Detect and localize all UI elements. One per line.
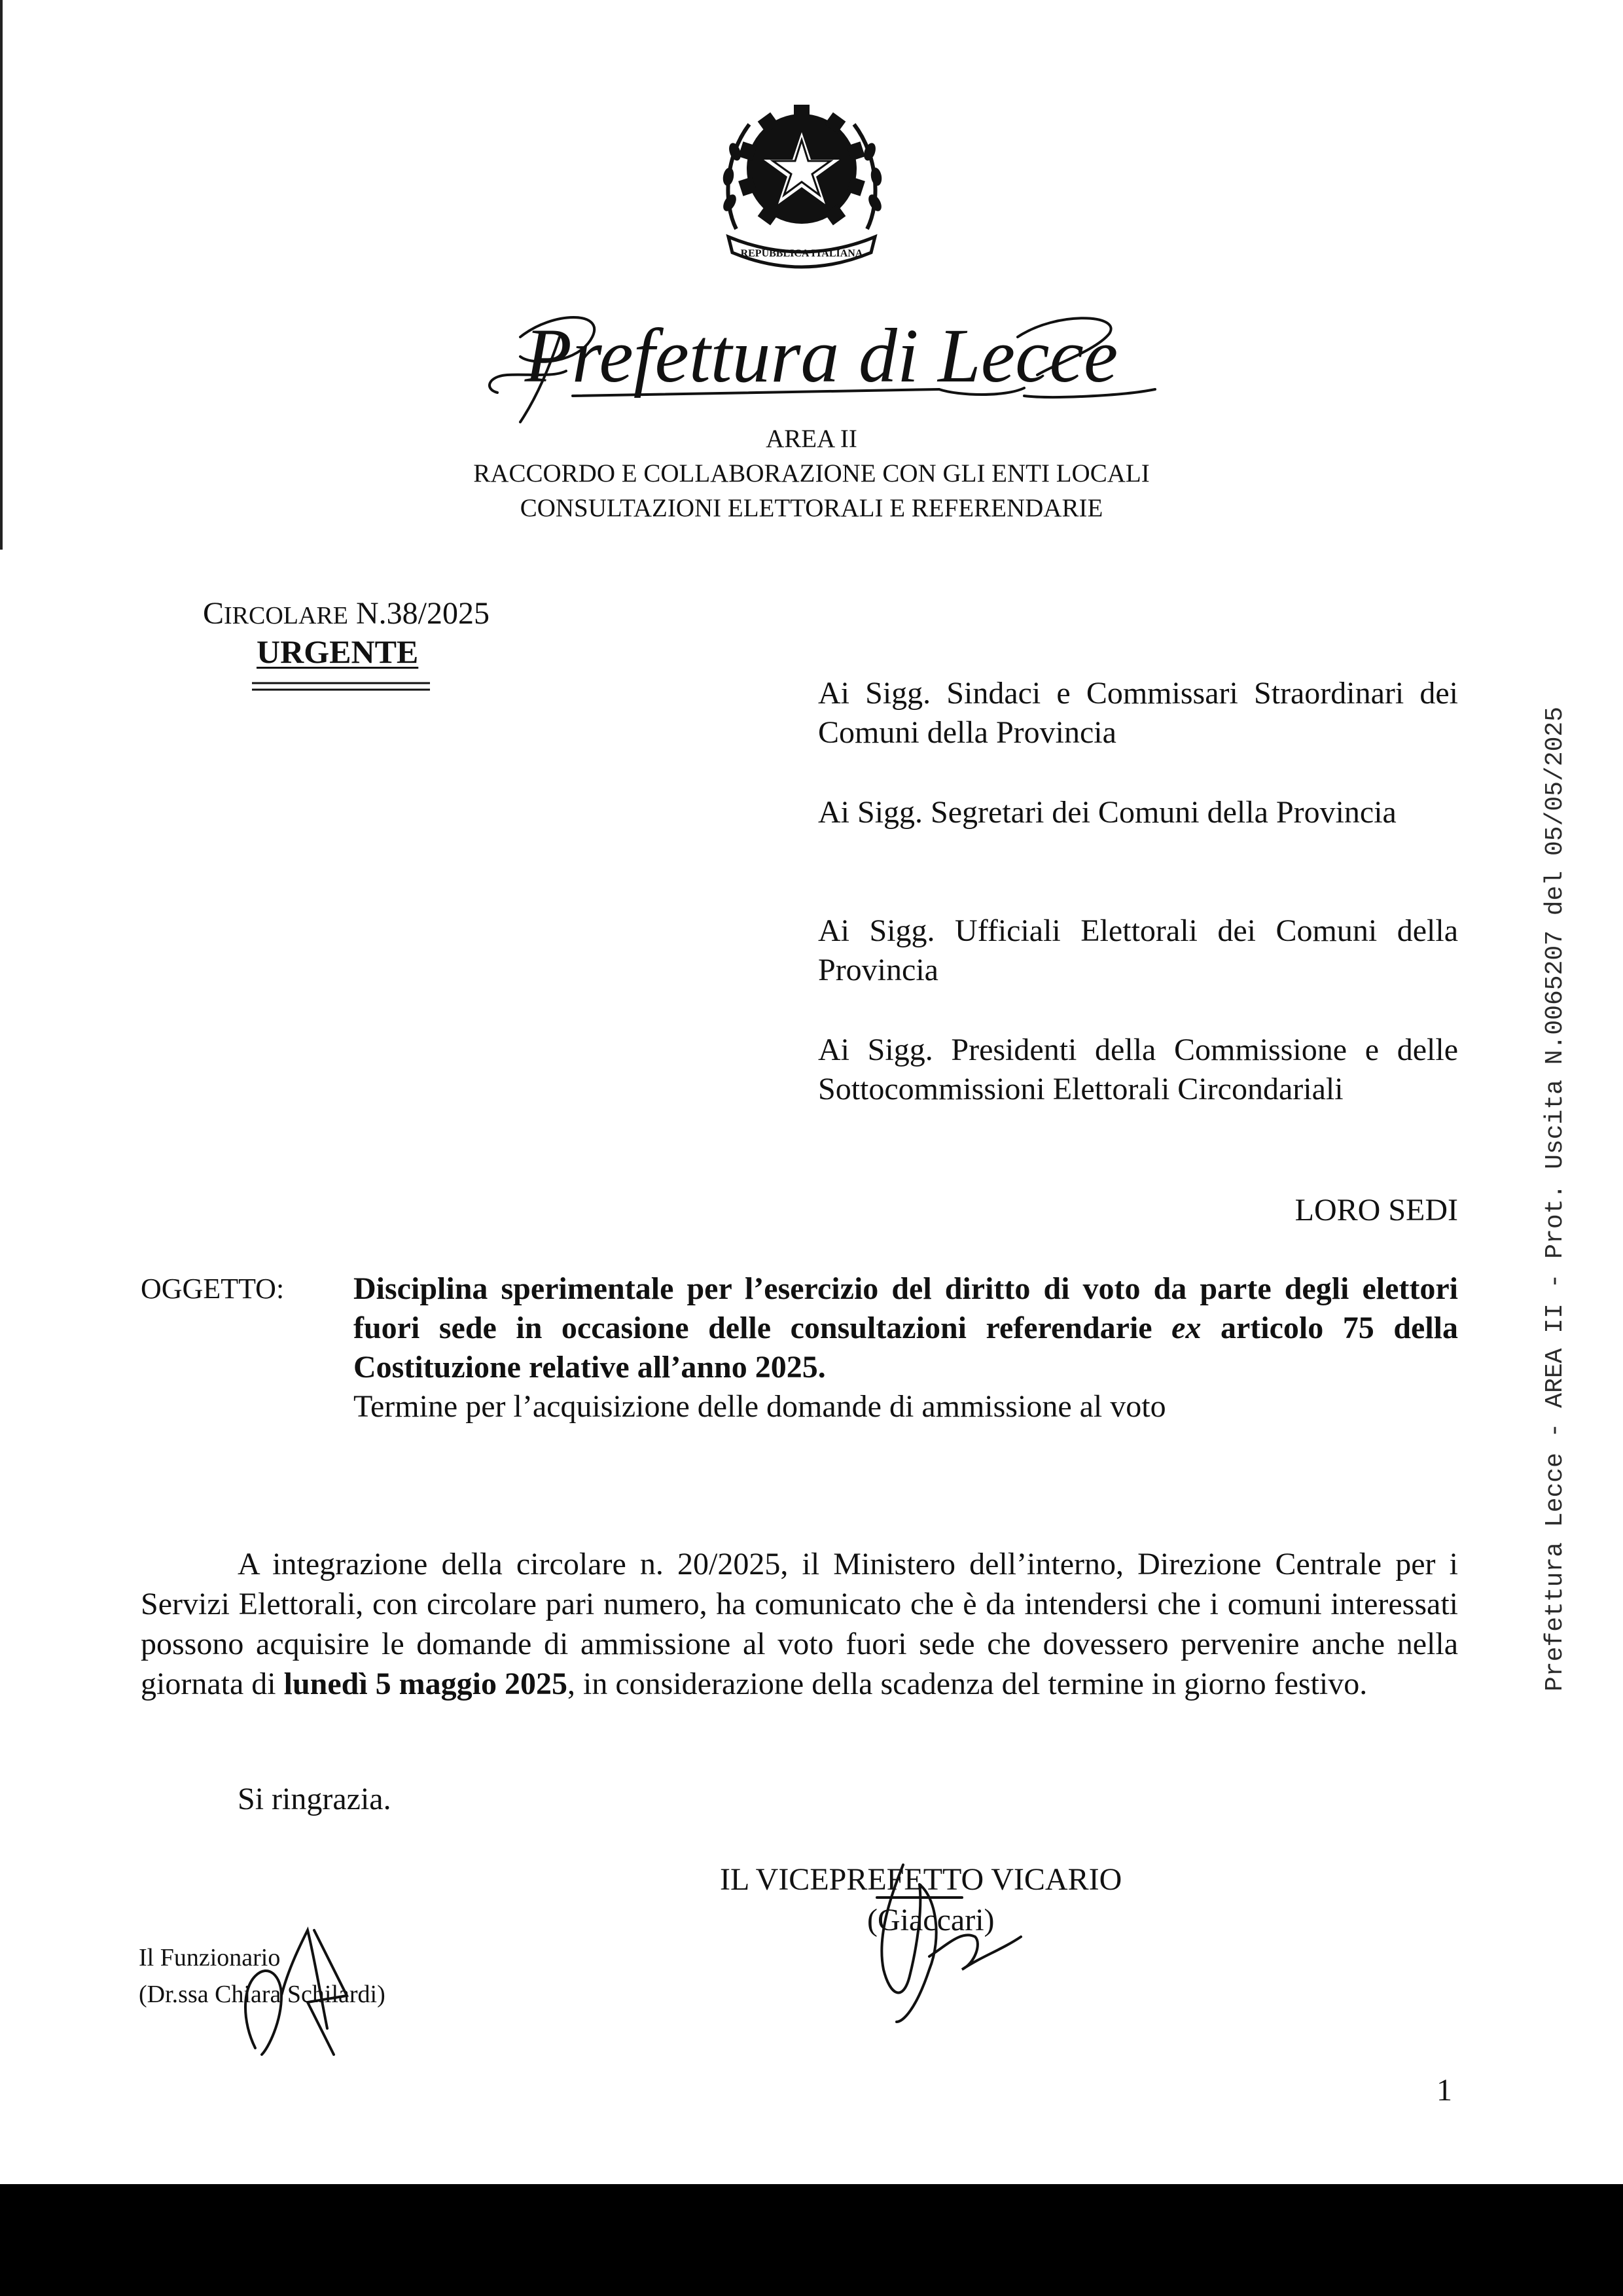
official-signature (216, 1917, 412, 2068)
area-heading: AREA II (766, 425, 857, 453)
recipient-electoral-officers: Ai Sigg. Ufficiali Elettorali dei Comuni della Provincia (818, 913, 1458, 987)
subject-title-ex: ex (1171, 1311, 1202, 1345)
urgent-double-underline (252, 680, 430, 694)
recipient-mayors: Ai Sigg. Sindaci e Commissari Straordinari dei Comuni della Provincia (818, 676, 1458, 750)
scan-bottom-bar (0, 2184, 1623, 2296)
recipient-secretaries: Ai Sigg. Segretari dei Comuni della Provincia (818, 795, 1397, 830)
closing-thanks: Si ringrazia. (238, 1782, 391, 1816)
office-line-2: CONSULTAZIONI ELETTORALI E REFERENDARIE (520, 494, 1103, 522)
italian-republic-emblem-icon (710, 92, 893, 275)
body-paragraph (141, 1544, 1458, 1704)
page-number: 1 (1436, 2073, 1452, 2108)
loro-sedi: LORO SEDI (1294, 1193, 1458, 1227)
subject-block (353, 1269, 1458, 1426)
script-title-text: Prefettura di Lecce (524, 313, 1118, 398)
subject-title-part-2: articolo 75 della Costituzione relative all’anno 2025. (353, 1311, 1459, 1385)
office-logotype (481, 298, 1162, 429)
circular-number (203, 594, 490, 635)
subject-label: OGGETTO: (141, 1273, 285, 1305)
subject-title (353, 1269, 1458, 1387)
protocol-stamp: Prefettura Lecce - AREA II - Prot. Uscita N.0065207 del 05/05/2025 (1541, 706, 1569, 1691)
body-text-before: A integrazione della circolare n. 20/2025, il Ministero dell’interno, Direzione Centrale per i Servizi Elettorali, con circolare pari numero, ha comunicato che è da intendersi che i comuni interessati possono acquisire le domande di ammissione al voto fuori sede che dovessero pervenire anche nella giornata di (141, 1547, 1458, 1701)
subject-title-part-1: Disciplina sperimentale per l’esercizio del diritto di voto da parte degli elettori fuori sede in occasione delle consultazioni referendarie (353, 1271, 1458, 1345)
recipient-commission-presidents: Ai Sigg. Presidenti della Commissione e delle Sottocommissioni Elettorali Circondariali (818, 1033, 1458, 1106)
signatory-title: IL VICEPREFETTO VICARIO (720, 1862, 1122, 1897)
emblem-ribbon-text: REPUBBLICA ITALIANA (740, 248, 863, 259)
circular-number-value: N.38/2025 (348, 596, 490, 631)
subject-subtitle: Termine per l’acquisizione delle domande di ammissione al voto (353, 1389, 1166, 1424)
circular-prefix-cap: C (203, 596, 224, 631)
signatory-name: (Giaccari) (867, 1903, 995, 1937)
office-line-1: RACCORDO E COLLABORAZIONE CON GLI ENTI LOCALI (473, 459, 1150, 487)
body-text-after: , in considerazione della scadenza del termine in giorno festivo. (567, 1667, 1368, 1701)
body-bold-date: lunedì 5 maggio 2025 (283, 1667, 567, 1701)
urgent-label: URGENTE (257, 633, 419, 670)
circular-prefix-rest: IRCOLARE (224, 602, 349, 629)
official-title: Il Funzionario (139, 1944, 281, 1971)
signatory-signature (851, 1858, 1060, 2028)
official-name: (Dr.ssa Chiara Schilardi) (139, 1981, 385, 2008)
